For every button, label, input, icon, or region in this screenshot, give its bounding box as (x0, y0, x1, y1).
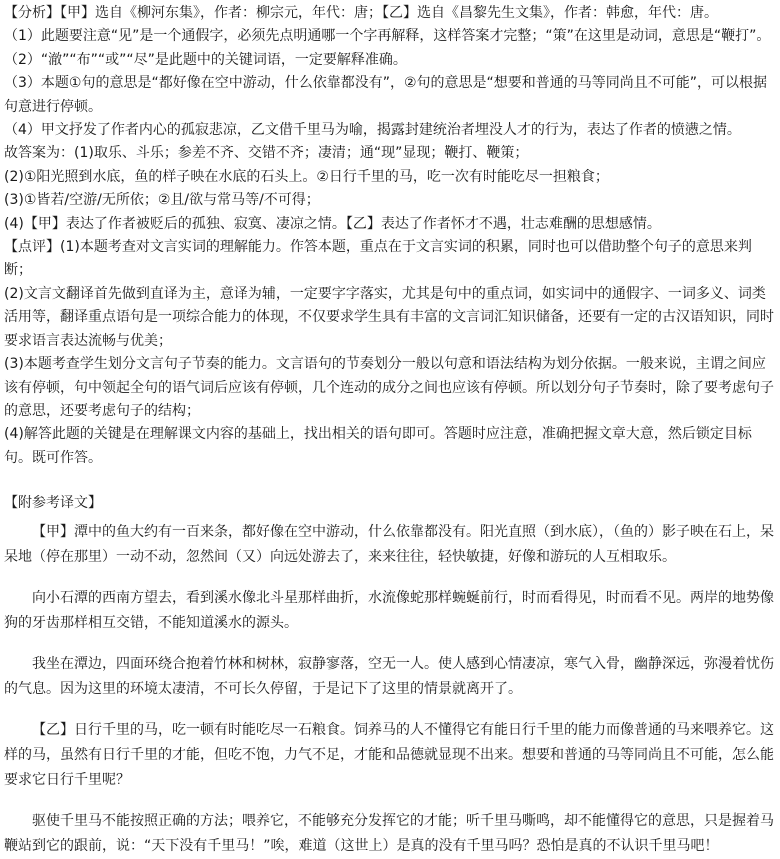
analysis-point-4: （4）甲文抒发了作者内心的孤寂悲凉，乙文借千里马为喻，揭露封建统治者埋没人才的行为，表达了作者的愤懑之情。 (4, 122, 741, 139)
answer-1: 故答案为：(1)取乐、斗乐；参差不齐、交错不齐；凄清；通“现”显现；鞭打、鞭策； (4, 145, 529, 162)
comment-4: (4)解答此题的关键是在理解课文内容的基础上，找出相关的语句即可。答题时应注意，准确把握文章大意，然后锁定目标句。既可作答。 (4, 426, 752, 466)
comment-1: 【点评】(1)本题考查对文言实词的理解能力。作答本题，重点在于文言实词的积累，同时也可以借助整个句子的意思来判断； (4, 239, 752, 279)
translation-paragraph-1: 【甲】潭中的鱼大约有一百来条，都好像在空中游动，什么依靠都没有。阳光直照（到水底），（鱼的）影子映在石上，呆呆地（停在那里）一动不动，忽然间（又）向远处游去了，来来往往，轻快敏捷，好像和游玩的人互相取乐。 (4, 523, 774, 565)
analysis-source-line: 【分析】【甲】选自《柳河东集》，作者：柳宗元，年代：唐；【乙】选自《昌黎先生文集》，作者：韩愈，年代：唐。 (4, 5, 718, 21)
translation-paragraph-3: 我坐在潭边，四面环绕合抱着竹林和树林，寂静寥落，空无一人。使人感到心情凄凉，寒气入骨，幽静深远，弥漫着忧伤的气息。因为这里的环境太凄清，不可长久停留，于是记下了这里的情景就离开了。 (4, 655, 774, 697)
translation-paragraph-4: 【乙】日行千里的马，吃一顿有时能吃尽一石粮食。饲养马的人不懂得它有能日行千里的能力而像普通的马来喂养它。这样的马，虽然有日行千里的才能，但吃不饱，力气不足，才能和品德就显现不出来。想要和普通的马等同尚且不可能，怎么能要求它日行千里呢？ (4, 721, 774, 788)
translation-paragraph-2: 向小石潭的西南方望去，看到溪水像北斗星那样曲折，水流像蛇那样蜿蜒前行，时而看得见，时而看不见。两岸的地势像狗的牙齿那样相互交错，不能知道溪水的源头。 (4, 589, 774, 631)
analysis-section (4, 2, 776, 470)
analysis-point-3: （3）本题①句的意思是“都好像在空中游动，什么依靠都没有”，②句的意思是“想要和普通的马等同尚且不可能”，可以根据句意进行停顿。 (4, 75, 768, 115)
answer-4: (4)【甲】表达了作者被贬后的孤独、寂寞、凄凉之情。【乙】表达了作者怀才不遇，壮志难酬的思想感情。 (4, 215, 661, 232)
comment-3: (3)本题考查学生划分文言句子节奏的能力。文言语句的节奏划分一般以句意和语法结构为划分依据。一般来说，主谓之间应该有停顿，句中领起全句的语气词后应该有停顿，几个连动的成分之间也应该有停顿。所以划分句子节奏时，除了要考虑句子的意思，还要考虑句子的结构； (4, 356, 774, 419)
analysis-point-2: （2）“澈”“布”“或”“尽”是此题中的关键词语，一定要解释准确。 (4, 51, 407, 68)
translation-paragraph-5: 驱使千里马不能按照正确的方法；喂养它，不能够充分发挥它的才能；听千里马嘶鸣，却不能懂得它的意思，只是握着马鞭站到它的跟前，说：“天下没有千里马！”唉，难道（这世上）是真的没有千里马吗？恐怕是真的不认识千里马吧！ (4, 812, 774, 854)
translation-heading: 【附参考译文】 (4, 495, 102, 512)
answer-2: (2)①阳光照到水底，鱼的样子映在水底的石头上。②日行千里的马，吃一次有时能吃尽一担粮食； (4, 168, 609, 185)
translation-section (4, 492, 776, 858)
analysis-point-1: （1）此题要注意“见”是一个通假字，必须先点明通哪一个字再解释，这样答案才完整；“策”在这里是动词，意思是“鞭打”。 (4, 28, 771, 45)
answer-3: (3)①皆若/空游/无所依；②且/欲与常马等/不可得； (4, 192, 320, 209)
comment-2: (2)文言文翻译首先做到直译为主，意译为辅，一定要字字落实，尤其是句中的重点词，如实词中的通假字、一词多义、词类活用等，翻译重点语句是一项综合能力的体现，不仅要求学生具有丰富的文言词汇知识储备，还要有一定的古汉语知识，同时要求语言表达流畅与优美； (4, 285, 774, 349)
